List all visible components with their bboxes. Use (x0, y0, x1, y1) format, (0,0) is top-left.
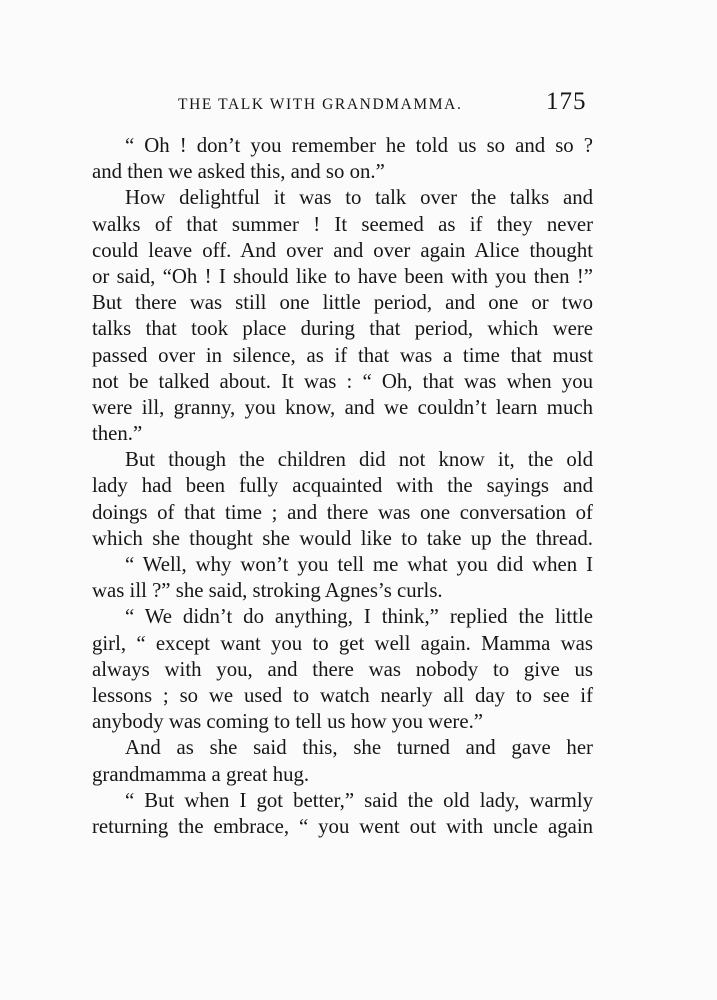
text-line: was ill ?” she said, stroking Agnes’s curls. (92, 579, 443, 603)
text-line: walks of that summer ! It seemed as if they never (92, 212, 593, 236)
running-head (0, 88, 717, 122)
text-line: lady had been fully acquainted with the sayings and (92, 474, 593, 498)
text-line: and then we asked this, and so on.” (92, 160, 385, 184)
text-line: But there was still one little period, and one or two (92, 291, 593, 315)
body-text (92, 133, 593, 840)
text-line: “ We didn’t do anything, I think,” replied the little (125, 605, 593, 629)
text-line: doings of that time ; and there was one conversation of (92, 500, 593, 524)
text-line: always with you, and there was nobody to give us (92, 657, 593, 681)
text-line: returning the embrace, “ you went out with uncle again (92, 814, 593, 838)
text-line: not be talked about. It was : “ Oh, that was when you (92, 369, 593, 393)
text-line: And as she said this, she turned and gave her (125, 736, 593, 760)
page-number: 175 (546, 88, 587, 115)
text-line: then.” (92, 422, 143, 446)
running-title: THE TALK WITH GRANDMAMMA. (178, 96, 463, 113)
text-line: How delightful it was to talk over the talks and (125, 186, 593, 210)
text-line: anybody was coming to tell us how you were.” (92, 710, 484, 734)
text-line: “ But when I got better,” said the old lady, warmly (125, 788, 593, 812)
text-line: passed over in silence, as if that was a time that must (92, 343, 593, 367)
text-line: talks that took place during that period, which were (92, 317, 593, 341)
text-line: were ill, granny, you know, and we couldn’t learn much (92, 395, 593, 419)
text-line: could leave off. And over and over again Alice thought (92, 238, 593, 262)
text-line: “ Well, why won’t you tell me what you did when I (125, 553, 593, 576)
text-line: grandmamma a great hug. (92, 762, 310, 786)
text-line: which she thought she would like to take up the thread. (92, 526, 593, 550)
text-line: “ Oh ! don’t you remember he told us so and so ? (125, 134, 593, 157)
text-line: But though the children did not know it, the old (125, 448, 593, 472)
text-line: or said, “Oh ! I should like to have been with you then !” (92, 264, 593, 288)
text-line: girl, “ except want you to get well again. Mamma was (92, 631, 593, 655)
text-line: lessons ; so we used to watch nearly all day to see if (92, 683, 593, 707)
